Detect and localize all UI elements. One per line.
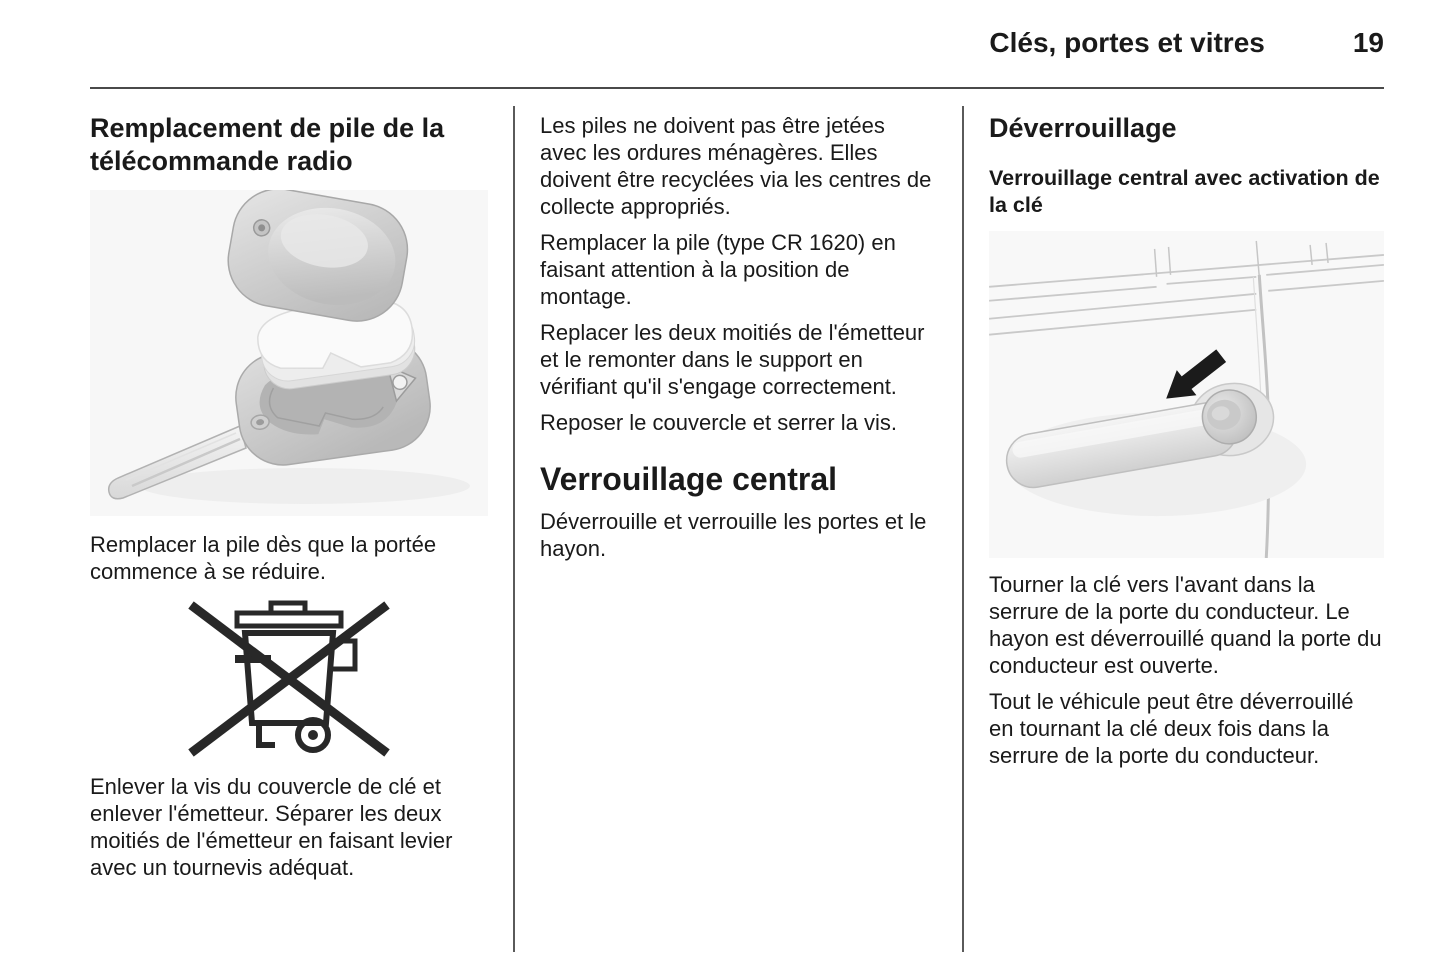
heading-battery-replacement: Remplacement de pile de la télécommande radio xyxy=(90,113,445,176)
para-battery-range: Remplacer la pile dès que la portée commence à se réduire. xyxy=(90,532,437,584)
door-handle-illustration xyxy=(989,231,1384,558)
para-unlock-all: Tout le véhicule peut être déverrouillé en tournant la clé deux fois dans la serrure de la porte du conducteur. xyxy=(989,689,1354,768)
door-handle-figure xyxy=(989,231,1384,563)
para-reassemble: Replacer les deux moitiés de l'émetteur et le remonter dans le support en vérifiant qu'il s'engage correctement. xyxy=(540,320,925,399)
para-turn-key: Tourner la clé vers l'avant dans la serrure de la porte du conducteur. Le hayon est déverrouillé quand la porte du conducteur est ouverte. xyxy=(989,572,1382,678)
page-header xyxy=(90,26,1384,89)
para-central-locking: Déverrouille et verrouille les portes et le hayon. xyxy=(540,509,927,561)
heading-unlocking: Déverrouillage xyxy=(989,113,1177,143)
column-2 xyxy=(513,106,962,952)
page-content xyxy=(90,26,1384,952)
page-number: 19 xyxy=(1352,27,1384,58)
column-3 xyxy=(962,106,1384,952)
para-screw: Reposer le couvercle et serrer la vis. xyxy=(540,410,898,435)
para-batteries-disposal: Les piles ne doivent pas être jetées avec les ordures ménagères. Elles doivent être recyclées via les centres de collecte appropriés. xyxy=(540,113,932,219)
para-battery-type: Remplacer la pile (type CR 1620) en faisant attention à la position de montage. xyxy=(540,230,896,309)
crossed-out-wheeled-bin-icon xyxy=(179,595,399,763)
heading-central-locking: Verrouillage central xyxy=(540,461,838,497)
header-row xyxy=(90,26,1384,60)
weee-figure xyxy=(90,595,488,763)
key-exploded-figure xyxy=(90,190,488,521)
subheading-key-activation: Verrouillage central avec activation de la clé xyxy=(989,166,1380,217)
key-exploded-illustration xyxy=(90,190,488,516)
column-1 xyxy=(90,106,513,952)
para-disassembly: Enlever la vis du couvercle de clé et enlever l'émetteur. Séparer les deux moitiés de l'émetteur en faisant levier avec un tournevis adéquat. xyxy=(90,774,453,880)
three-column-layout xyxy=(90,106,1384,952)
chapter-title: Clés, portes et vitres xyxy=(989,27,1265,58)
